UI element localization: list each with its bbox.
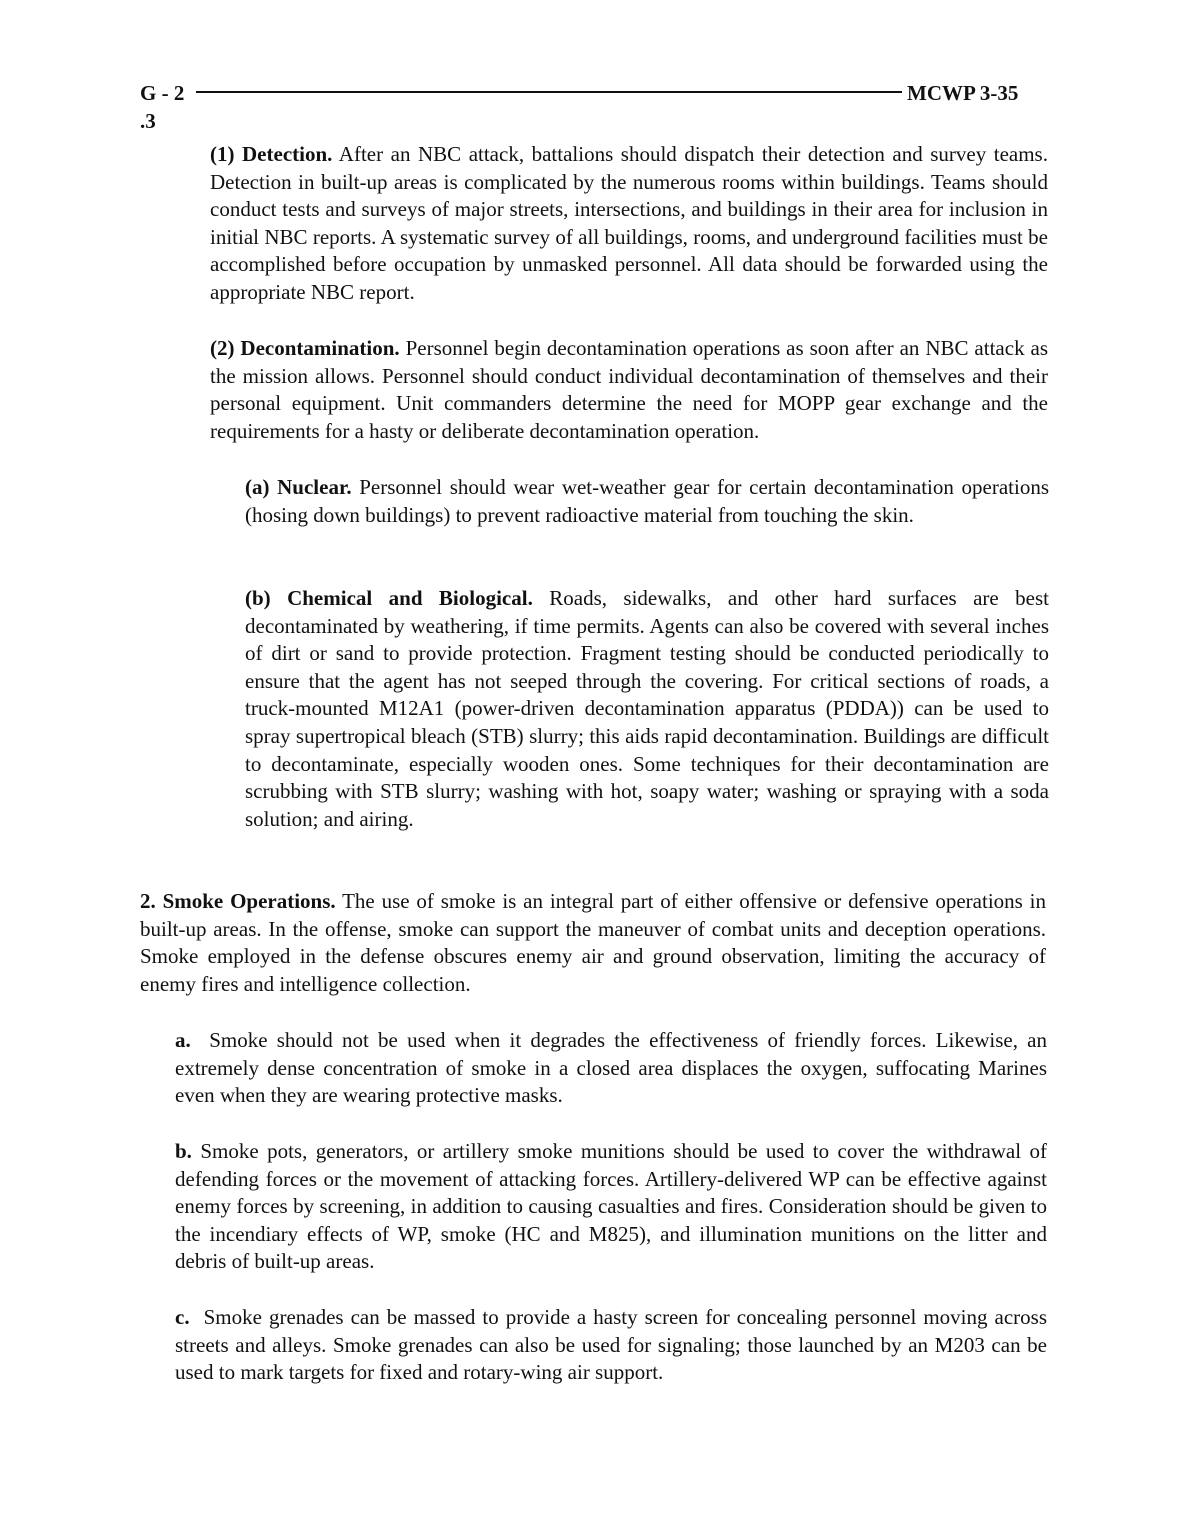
paragraph-heading: (1) Detection.	[210, 142, 333, 166]
paragraph-text: Personnel should wear wet-weather gear for certain decontamination operations (hosing down buildings) to prevent radioactive material from touching the skin.	[245, 475, 1050, 527]
paragraph-smoke-b	[175, 1138, 1047, 1276]
paragraph-detection	[210, 141, 1048, 307]
paragraph-text: The use of smoke is an integral part of either offensive or defensive operations in built-up areas. In the offense, smoke can support the maneuver of combat units and deception operations. Smoke employed in the defense obscures enemy air and ground observation, limiting the accuracy of enemy fires and intelligence collection.	[140, 889, 1046, 996]
paragraph-text: Smoke should not be used when it degrades the effectiveness of friendly forces. Likewise, an extremely dense concentration of smoke in a closed area displaces the oxygen, suffocating Marines even when they are wearing protective masks.	[175, 1028, 1053, 1108]
paragraph-nuclear	[245, 474, 1049, 529]
paragraph-text: Roads, sidewalks, and other hard surfaces are best decontaminated by weathering, if time permits. Agents can also be covered with several inches of dirt or sand to provide protection. Fragment testing should be conducted periodically to ensure that the agent has not seeped through the covering. For critical sections of roads, a truck-mounted M12A1 (power-driven decontamination apparatus (PDDA)) can be used to spray supertropical bleach (STB) slurry; this aids rapid decontamination. Buildings are difficult to decontaminate, especially wooden ones. Some techniques for their decontamination are scrubbing with STB slurry; washing with hot, soapy water; washing or spraying with a soda solution; and airing.	[245, 586, 1049, 831]
header-rule	[196, 91, 902, 93]
paragraph-smoke-a	[175, 1027, 1053, 1110]
paragraph-text: After an NBC attack, battalions should dispatch their detection and survey teams. Detection in built-up areas is complicated by the numerous rooms within buildings. Teams should conduct tests and surveys of major streets, intersections, and buildings in their area for inclusion in initial NBC reports. A systematic survey of all buildings, rooms, and underground facilities must be accomplished before occupation by unmasked personnel. All data should be forwarded using the appropriate NBC report.	[210, 142, 1048, 304]
paragraph-heading: (b) Chemical and Biological.	[245, 586, 533, 610]
header-publication-id: MCWP 3-35	[907, 81, 1019, 105]
paragraph-heading: c.	[175, 1305, 190, 1329]
paragraph-heading: a.	[175, 1028, 191, 1052]
paragraph-heading: (a) Nuclear.	[245, 475, 352, 499]
paragraph-text: Personnel begin decontamination operations as soon after an NBC attack as the mission allows. Personnel should conduct individual decontamination of themselves and their personal equipment. Unit commanders determine the need for MOPP gear exchange and the requirements for a hasty or deliberate decontamination operation.	[210, 336, 1048, 443]
paragraph-heading: b.	[175, 1139, 192, 1163]
paragraph-text: Smoke grenades can be massed to provide a hasty screen for concealing personnel moving across streets and alleys. Smoke grenades can also be used for signaling; those launched by an M203 can be used to mark targets for fixed and rotary-wing air support.	[175, 1305, 1053, 1385]
paragraph-text: Smoke pots, generators, or artillery smoke munitions should be used to cover the withdrawal of defending forces or the movement of attacking forces. Artillery-delivered WP can be effective against enemy forces by screening, in addition to causing casualties and fires. Consideration should be given to the incendiary effects of WP, smoke (HC and M825), and illumination munitions on the litter and debris of built-up areas.	[175, 1139, 1047, 1274]
paragraph-heading: 2. Smoke Operations.	[140, 889, 336, 913]
paragraph-smoke-c	[175, 1304, 1053, 1387]
header-page-number: G - 2 .3	[140, 81, 185, 133]
paragraph-smoke-operations	[140, 888, 1046, 998]
paragraph-decontamination	[210, 335, 1048, 445]
paragraph-heading: (2) Decontamination.	[210, 336, 400, 360]
paragraph-chemical-biological	[245, 585, 1049, 833]
